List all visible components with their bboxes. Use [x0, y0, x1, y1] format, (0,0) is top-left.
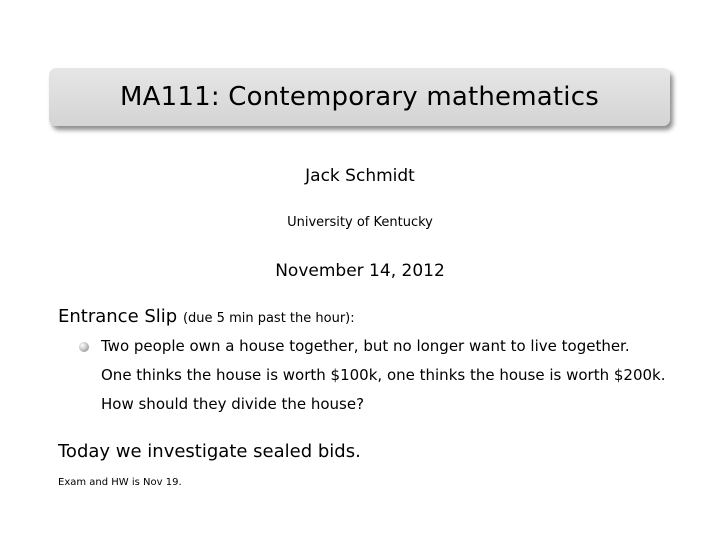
slide-title: MA111: Contemporary mathematics: [120, 82, 599, 112]
today-statement: Today we investigate sealed bids.: [58, 441, 361, 462]
institute-name: University of Kentucky: [287, 215, 433, 230]
entrance-slip-note: (due 5 min past the hour):: [182, 311, 355, 326]
entrance-slip-title: Entrance Slip: [58, 306, 178, 327]
slip-item-line: Two people own a house together, but no longer want to live together.: [101, 337, 630, 355]
slip-item-line: One thinks the house is worth $100k, one thinks the house is worth $200k.: [101, 366, 666, 384]
author-name: Jack Schmidt: [305, 166, 415, 186]
presentation-date: November 14, 2012: [275, 261, 445, 281]
slip-item-line: How should they divide the house?: [101, 395, 365, 413]
title-box: [49, 68, 670, 126]
entrance-slip-heading: [58, 306, 355, 327]
footnote: Exam and HW is Nov 19.: [58, 477, 182, 488]
bullet-icon: [79, 342, 89, 352]
